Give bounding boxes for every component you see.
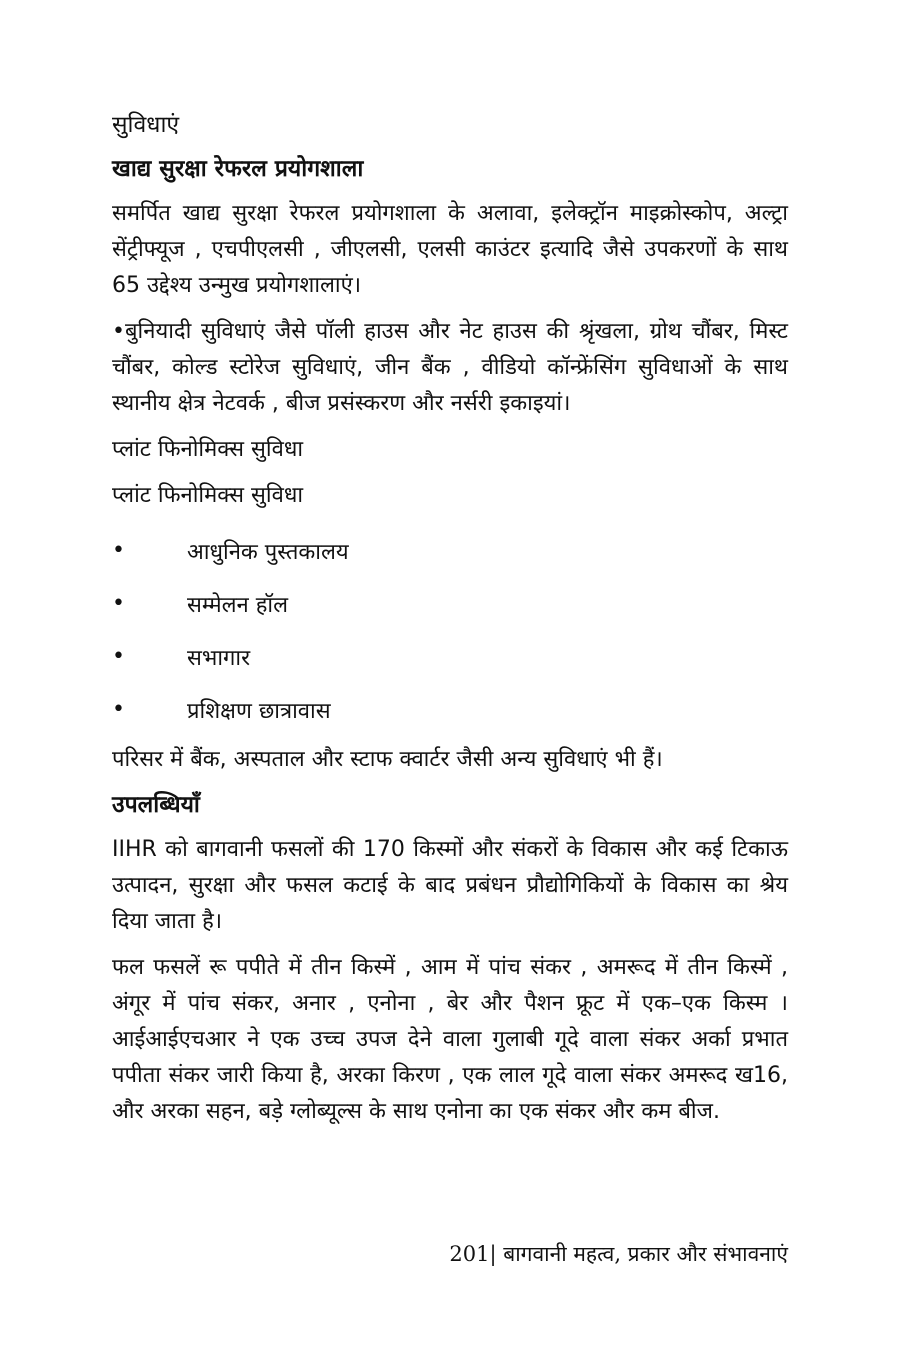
list-item-text: सभागार: [187, 645, 251, 671]
heading-achievements: उपलब्धियाँ: [112, 792, 200, 818]
heading-food-safety-lab: खाद्य सुरक्षा रेफरल प्रयोगशाला: [112, 156, 364, 182]
bullet-icon: •: [112, 643, 125, 669]
phenomics-line-1: प्लांट फिनोमिक्स सुविधा: [112, 437, 304, 462]
paragraph-fruit-crops: फल फसलें रू पपीते में तीन किस्में , आम में पांच संकर , अमरूद में तीन किस्में , अंगूर में पांच संकर, अनार , एनोना , बेर और पैशन फ्रूट में एक–एक किस्म । आईआईएचआर ने एक उच्च उपज देने वाला गुलाबी गूदे वाला संकर अर्का प्रभात पपीता संकर जारी किया है, अरका किरण , एक लाल गूदे वाला संकर अमरूद ख16, और अरका सहन, बड़े ग्लोब्यूल्स के साथ एनोना का एक संकर और कम बीज.: [112, 955, 788, 1124]
list-item: [112, 524, 788, 577]
list-item: [112, 683, 788, 736]
list-item: [112, 630, 788, 683]
facility-list: [112, 524, 788, 736]
paragraph-lab: समर्पित खाद्य सुरक्षा रेफरल प्रयोगशाला के अलावा, इलेक्ट्रॉन माइक्रोस्कोप, अल्ट्रा सेंट्रीफ्यूज , एचपीएलसी , जीएलसी, एलसी काउंटर इत्यादि जैसे उपकरणों के साथ 65 उद्देश्य उन्मुख प्रयोगशालाएं।: [112, 201, 788, 298]
list-item: [112, 577, 788, 630]
page-body: [112, 108, 788, 1140]
page-footer: 201| बागवानी महत्व, प्रकार और संभावनाएं: [449, 1242, 788, 1266]
phenomics-line-2: प्लांट फिनोमिक्स सुविधा: [112, 483, 304, 508]
bullet-icon: •: [112, 696, 125, 722]
list-item-text: आधुनिक पुस्तकालय: [187, 539, 349, 565]
paragraph-campus: परिसर में बैंक, अस्पताल और स्टाफ क्वार्टर जैसी अन्य सुविधाएं भी हैं।: [112, 747, 663, 772]
paragraph-infrastructure: •बुनियादी सुविधाएं जैसे पॉली हाउस और नेट हाउस की श्रृंखला, ग्रोथ चौंबर, मिस्ट चौंबर, कोल्ड स्टोरेज सुविधाएं, जीन बैंक , वीडियो कॉन्फ्रेंसिंग सुविधाओं के साथ स्थानीय क्षेत्र नेटवर्क , बीज प्रसंस्करण और नर्सरी इकाइयां।: [112, 319, 788, 416]
list-item-text: सम्मेलन हॉल: [187, 592, 289, 618]
bullet-icon: •: [112, 590, 125, 616]
bullet-icon: •: [112, 537, 125, 563]
paragraph-iihr: IIHR को बागवानी फसलों की 170 किस्मों और संकरों के विकास और कई टिकाऊ उत्पादन, सुरक्षा और फसल कटाई के बाद प्रबंधन प्रौद्योगिकियों के विकास का श्रेय दिया जाता है।: [112, 837, 788, 934]
section-label: सुविधाएं: [112, 112, 180, 138]
list-item-text: प्रशिक्षण छात्रावास: [187, 698, 331, 724]
